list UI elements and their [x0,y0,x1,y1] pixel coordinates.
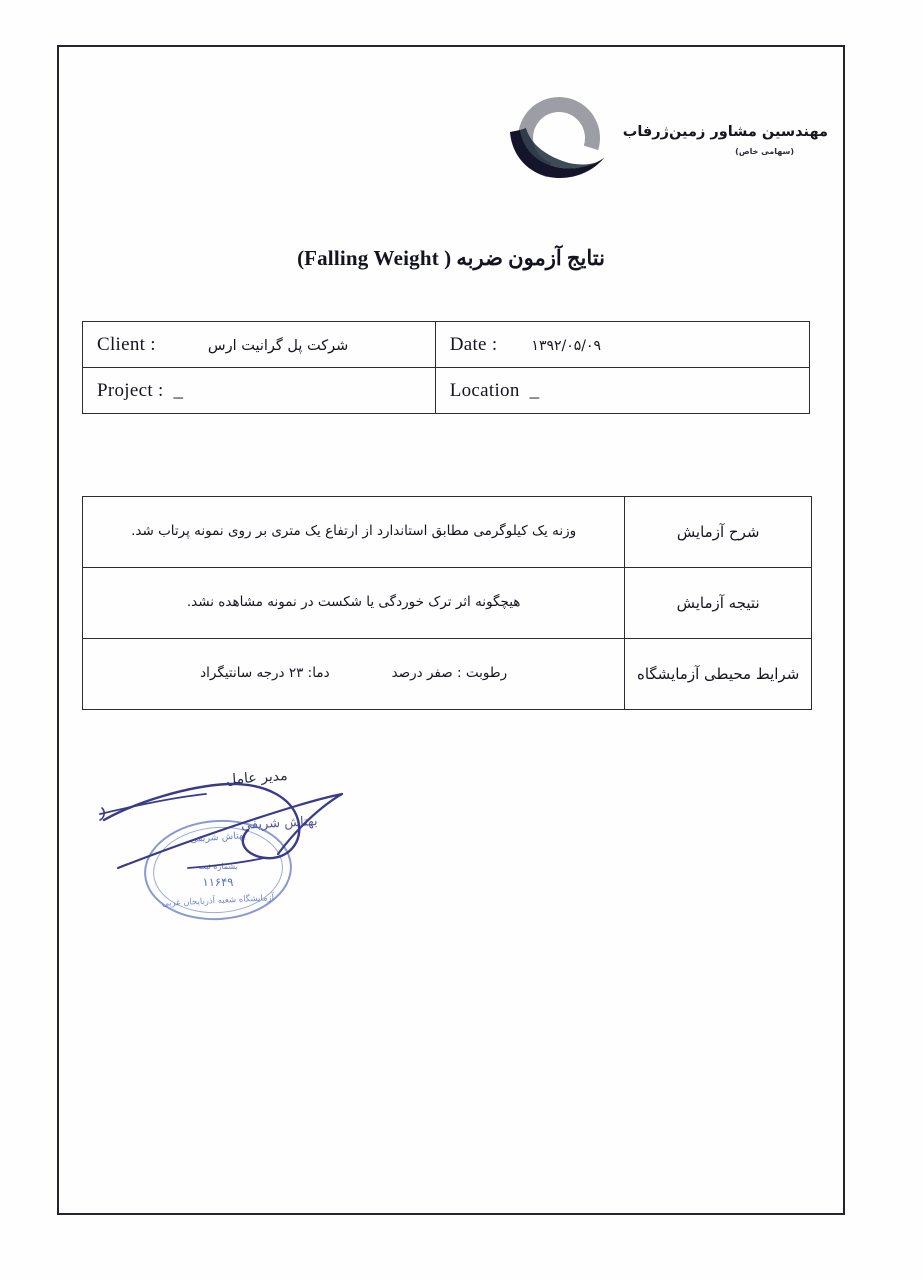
stamp-number: ۱۱۶۴۹ [202,875,234,889]
stamp-top-text: بهتاش شریفی [189,830,247,845]
company-logo-icon [504,93,616,188]
letterhead-text [616,125,830,156]
row-header-test-description: شرح آزمایش [625,497,812,568]
client-cell [83,322,436,368]
test-results-table [82,496,812,710]
company-subtitle: (سهامی خاص) [735,146,794,156]
project-cell [83,368,436,414]
temperature-value: دما: ۲۳ درجه سانتیگراد [200,665,330,682]
row-value-lab-conditions [83,639,625,710]
table-row [83,497,812,568]
page-title: نتایج آزمون ضربه ( Falling Weight) [297,246,605,270]
signature-title: مدیر عامل [225,767,289,789]
client-info-table [82,321,810,414]
location-cell [435,368,809,414]
stamp-bottom-text: آزمایشگاه شعبه آذربایجان غربی [161,893,275,909]
logo-wave-shape [506,126,610,184]
signature-block [96,758,396,933]
date-label: Date : [449,333,498,355]
row-header-test-result: نتیجه آزمایش [625,568,812,639]
stamp-register-label: بشماره ثبت [198,862,238,871]
location-label: Location [449,379,520,401]
client-value: شرکت پل گرانیت ارس [207,337,349,354]
table-row [83,568,812,639]
client-label: Client : [97,333,156,355]
signature-name: بهتاش شریفی [241,814,319,833]
handwritten-signature-icon [96,758,396,933]
project-label: Project : [97,379,164,401]
row-header-lab-conditions: شرایط محیطی آزمایشگاه [625,639,812,710]
location-value: _ [529,379,540,401]
table-row [83,322,810,368]
date-value: ۱۳۹۲/۰۵/۰۹ [531,337,602,354]
table-row [83,368,810,414]
letterhead [500,88,830,193]
company-name: مهندسین مشاور زمین‌ژرفاب [622,124,828,141]
row-value-test-description: وزنه یک کیلوگرمی مطابق استاندارد از ارتفاع یک متری بر روی نمونه پرتاب شد. [83,497,625,568]
humidity-value: رطوبت : صفر درصد [391,665,508,682]
row-value-test-result: هیچگونه اثر ترک خوردگی یا شکست در نمونه مشاهده نشد. [83,568,625,639]
project-value: _ [173,379,184,401]
date-cell [435,322,809,368]
table-row [83,639,812,710]
